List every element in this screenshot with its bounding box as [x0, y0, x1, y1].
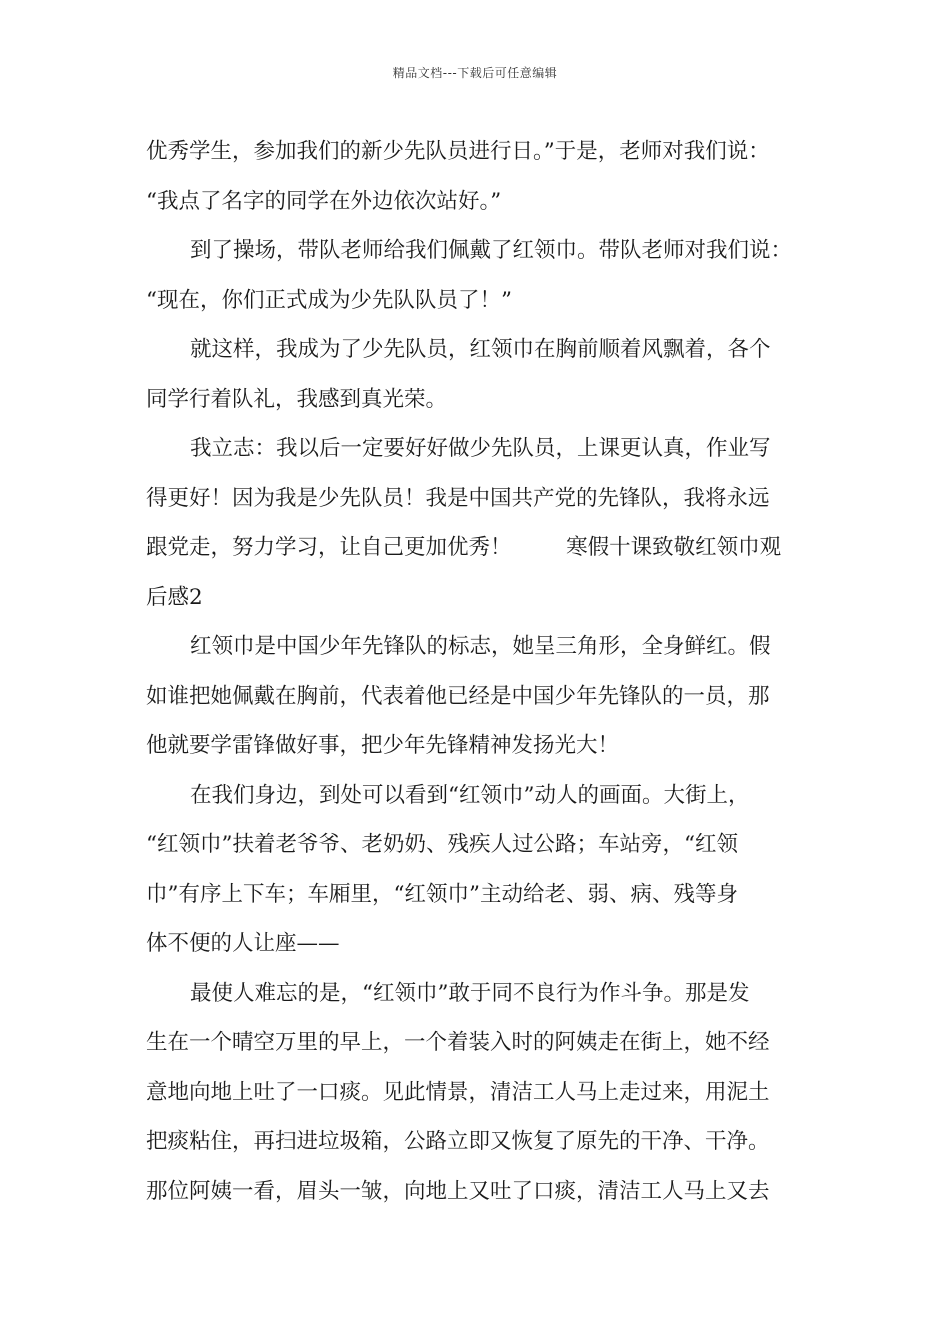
text-line: 巾”有序上下车；车厢里，“红领巾”主动给老、弱、病、残等身 — [146, 881, 738, 907]
text-line: 把痰粘住，再扫进垃圾箱，公路立即又恢复了原先的干净、干净。 — [146, 1129, 770, 1154]
text-line: 同学行着队礼，我感到真光荣。 — [146, 386, 448, 412]
text-line: 我立志：我以后一定要好好做少先队员，上课更认真，作业写 — [190, 436, 771, 461]
text-line: 优秀学生，参加我们的新少先队员进行日。”于是，老师对我们说： — [146, 139, 770, 164]
text-line: 他就要学雷锋做好事，把少年先锋精神发扬光大！ — [146, 733, 620, 758]
text-line: 到了操场，带队老师给我们佩戴了红领巾。带队老师对我们说： — [190, 238, 793, 263]
text-line: 生在一个晴空万里的早上，一个着装入时的阿姨走在街上，她不经 — [146, 1030, 770, 1055]
text-line: “现在，你们正式成为少先队队员了！” — [146, 287, 512, 313]
document-body — [146, 127, 816, 1216]
text-line: 就这样，我成为了少先队员，红领巾在胸前顺着风飘着，各个 — [190, 337, 771, 362]
text-line: 得更好！因为我是少先队员！我是中国共产党的先锋队，我将永远 — [146, 485, 770, 511]
text-line: “红领巾”扶着老爷爷、老奶奶、残疾人过公路；车站旁，“红领 — [146, 832, 738, 857]
page-header: 精品文档---下载后可任意编辑 — [392, 66, 558, 80]
text-line: 红领巾是中国少年先锋队的标志，她呈三角形，全身鲜红。假 — [190, 634, 771, 659]
text-line: 那位阿姨一看，眉头一皱，向地上又吐了口痰，清洁工人马上又去 — [146, 1178, 770, 1204]
text-line: “我点了名字的同学在外边依次站好。” — [146, 188, 502, 214]
text-line: 体不便的人让座—— — [146, 931, 340, 956]
text-line: 意地向地上吐了一口痰。见此情景，清洁工人马上走过来，用泥土 — [146, 1079, 770, 1105]
text-line: 在我们身边，到处可以看到“红领巾”动人的画面。大街上， — [190, 782, 750, 808]
text-line: 如谁把她佩戴在胸前，代表着他已经是中国少年先锋队的一员，那 — [146, 683, 770, 709]
text-line: 跟党走，努力学习，让自己更加优秀！ 寒假十课致敬红领巾观 — [146, 535, 782, 560]
text-line: 后感2 — [146, 584, 203, 610]
text-line: 最使人难忘的是，“红领巾”敢于同不良行为作斗争。那是发 — [190, 980, 750, 1006]
